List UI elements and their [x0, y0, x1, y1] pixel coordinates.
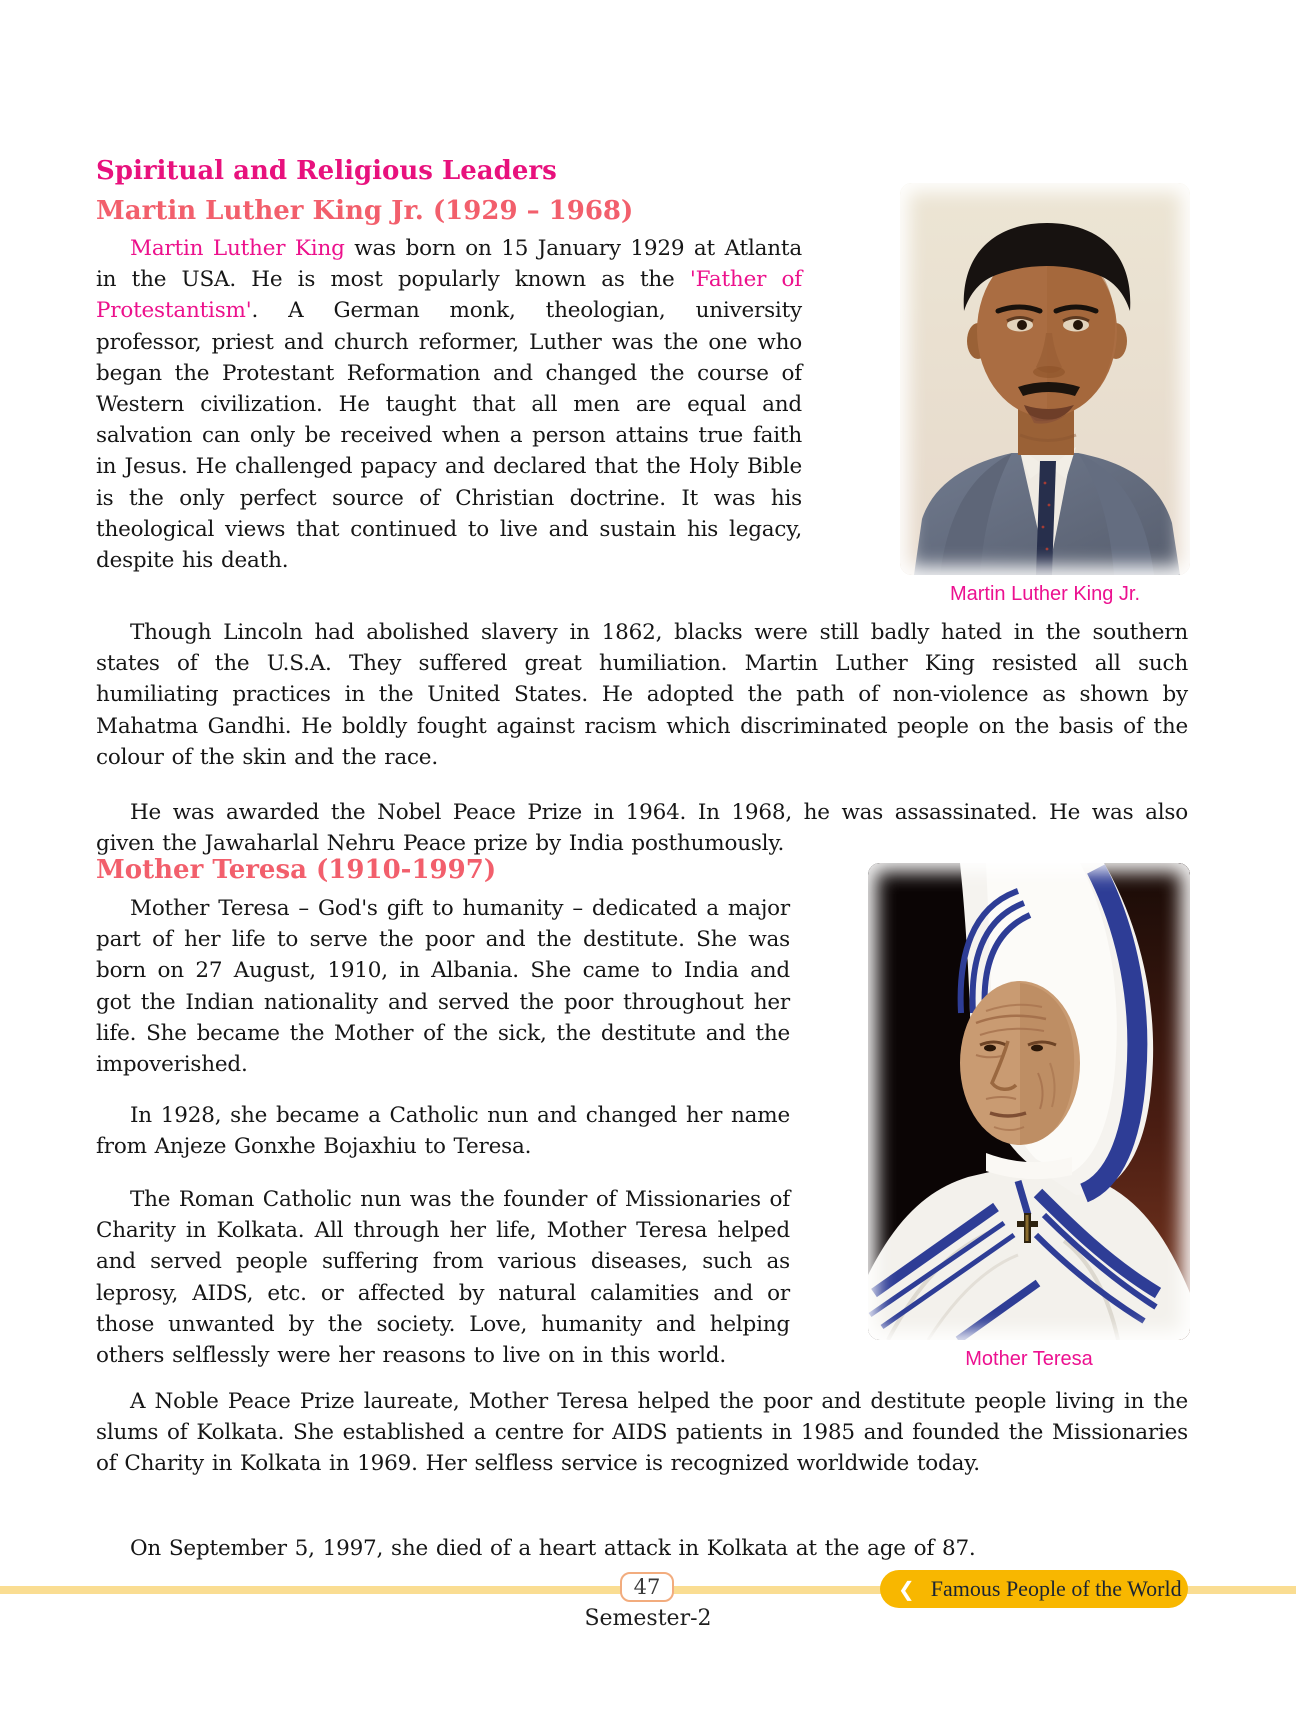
mlk-figure [900, 183, 1190, 606]
teresa-portrait-image [868, 863, 1190, 1340]
chevron-left-icon: ❮ [898, 1577, 915, 1601]
semester-label: Semester-2 [584, 1606, 712, 1631]
page-number-badge [620, 1572, 674, 1602]
section-heading: Spiritual and Religious Leaders [96, 156, 557, 186]
teresa-portrait-drawing [868, 863, 1190, 1340]
paragraph-teresa-4: A Noble Peace Prize laureate, Mother Teresa helped the poor and destitute people living in the slums of Kolkata. She established a centre for AIDS patients in 1985 and founded the Missionaries of Charity in Kolkata in 1969. Her selfless service is recognized worldwide today. [96, 1389, 1188, 1477]
teresa-caption: Mother Teresa [965, 1348, 1093, 1370]
mlk-p1-rest: . A German monk, theologian, university professor, priest and church reformer, Luther was the one who began the Protestant Reformation and changed the course of Western civilization. He taught that all men are equal and salvation can only be received when a person attains true faith in Jesus. He challenged papacy and declared that the Holy Bible is the only perfect source of Christian doctrine. It was his theological views that continued to live and sustain his legacy, despite his death. [96, 298, 802, 574]
teresa-figure [868, 863, 1190, 1371]
paragraph-teresa-5: On September 5, 1997, she died of a heart attack in Kolkata at the age of 87. [130, 1536, 976, 1561]
chapter-title-label: Famous People of the World [930, 1576, 1182, 1601]
chapter-title-badge [880, 1570, 1188, 1608]
page-number: 47 [633, 1575, 661, 1599]
mlk-portrait-image [900, 183, 1190, 575]
paragraph-teresa-3: The Roman Catholic nun was the founder of Missionaries of Charity in Kolkata. All through her life, Mother Teresa helped and served people suffering from various diseases, such as leprosy, AIDS, etc. or affected by natural calamities and or those unwanted by the society. Love, humanity and helping others selflessly were her reasons to live on in this world. [96, 1187, 790, 1369]
mlk-name-highlight: Martin Luther King [130, 236, 345, 261]
teresa-heading: Mother Teresa (1910-1997) [96, 855, 497, 885]
mlk-p1-mid: was born on 15 January 1929 at Atlanta in the USA. He is most popularly known as the [96, 236, 802, 293]
father-of-protestantism-highlight: 'Father of Protestantism' [96, 267, 802, 324]
paragraph-teresa-1: Mother Teresa – God's gift to humanity – dedicated a major part of her life to serve the poor and the destitute. She was born on 27 August, 1910, in Albania. She came to India and got the Indian nationality and served the poor throughout her life. She became the Mother of the sick, the destitute and the impoverished. [96, 896, 790, 1078]
mlk-caption: Martin Luther King Jr. [949, 583, 1141, 605]
mlk-portrait-drawing [900, 183, 1190, 575]
paragraph-mlk-1 [96, 233, 802, 576]
mlk-heading: Martin Luther King Jr. (1929 – 1968) [96, 196, 634, 226]
paragraph-mlk-2: Though Lincoln had abolished slavery in 1862, blacks were still badly hated in the southern states of the U.S.A. They suffered great humiliation. Martin Luther King resisted all such humiliating practices in the United States. He adopted the path of non-violence as shown by Mahatma Gandhi. He boldly fought against racism which discriminated people on the basis of the colour of the skin and the race. [96, 620, 1188, 770]
paragraph-teresa-2: In 1928, she became a Catholic nun and changed her name from Anjeze Gonxhe Bojaxhiu to Teresa. [96, 1103, 790, 1160]
paragraph-mlk-3: He was awarded the Nobel Peace Prize in 1964. In 1968, he was assassinated. He was also given the Jawaharlal Nehru Peace prize by India posthumously. [96, 800, 1188, 857]
